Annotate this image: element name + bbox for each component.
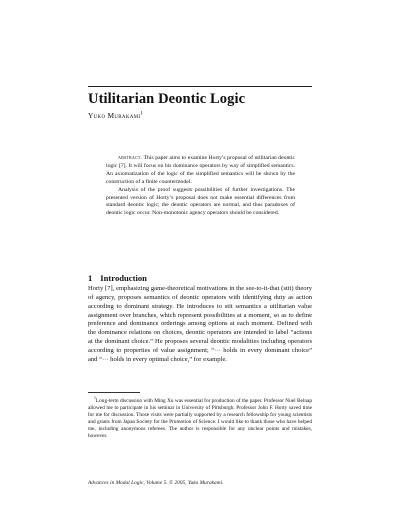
title-rule (88, 86, 312, 87)
abstract-heading: abstract. (118, 155, 143, 161)
abstract-text-1: This paper aims to examine Horty’s proposal of utilitarian deontic logic [7]. It will focus on his dominance operators by way of simplified semantics. An axiomatization of the logic of the simplified semantics will be shown by the construction of a finite countermodel. (106, 155, 295, 185)
publication-line: Advances in Modal Logic, Volume 5. © 2005, Yuko Murakami. (88, 480, 224, 486)
footnote (88, 395, 312, 440)
abstract-paragraph-1 (106, 155, 295, 187)
author-line (88, 111, 143, 120)
section-number: 1 (88, 273, 93, 283)
paper-title: Utilitarian Deontic Logic (88, 91, 246, 107)
author-name: Yuko Murakami (88, 111, 141, 120)
introduction-paragraph: Horty [7], emphasizing game-theoretical motivations in the see-to-it-that (stit) theory of agency, proposes semantics of deontic operators with identifying duty as action according to dominant strategy. He introduces to stit semantics a utilitarian value assignment over branches, which represent possibilities at a moment, so as to define preference and dominance orderings among options at each moment. Defined with the dominance relations on choices, deontic operators are intended to label “actions at the dominant choice.” He proposes several deontic modalities including operators according to properties of value assignment; “··· holds in every dominant choice” and “··· holds in every optimal choice,” for example. (88, 285, 312, 363)
section-heading (88, 273, 147, 283)
footnote-text: Long-term discussion with Ming Xu was essential for production of the paper. Professor Nuel Belnap allowed me to participate in his seminar in University of Pittsburgh. Professor John F. Horty saved time for me for discussion. Those visits were partially supported by a research fellowship for young scientists and grants from Japan Society for the Promotion of Science. I would like to thank those who have helped me, including anonymous referees. The author is responsible for any unclear points and mistakes, however. (88, 397, 312, 439)
author-footnote-marker: 1 (140, 111, 144, 117)
section-title: Introduction (100, 273, 147, 283)
footnote-rule (88, 392, 140, 393)
introduction-body (88, 285, 312, 365)
abstract (106, 155, 295, 218)
footnote-marker: 1 (94, 396, 96, 400)
footnote-paragraph (88, 395, 312, 440)
abstract-paragraph-2: Analysis of the proof suggests possibilities of further investigations. The presented version of Horty’s proposal does not make essential differences from standard deontic logic; the deontic operators are normal, and thus paradoxes of deontic logic occur. Non-monotonic agency operators should be considered. (106, 186, 295, 217)
